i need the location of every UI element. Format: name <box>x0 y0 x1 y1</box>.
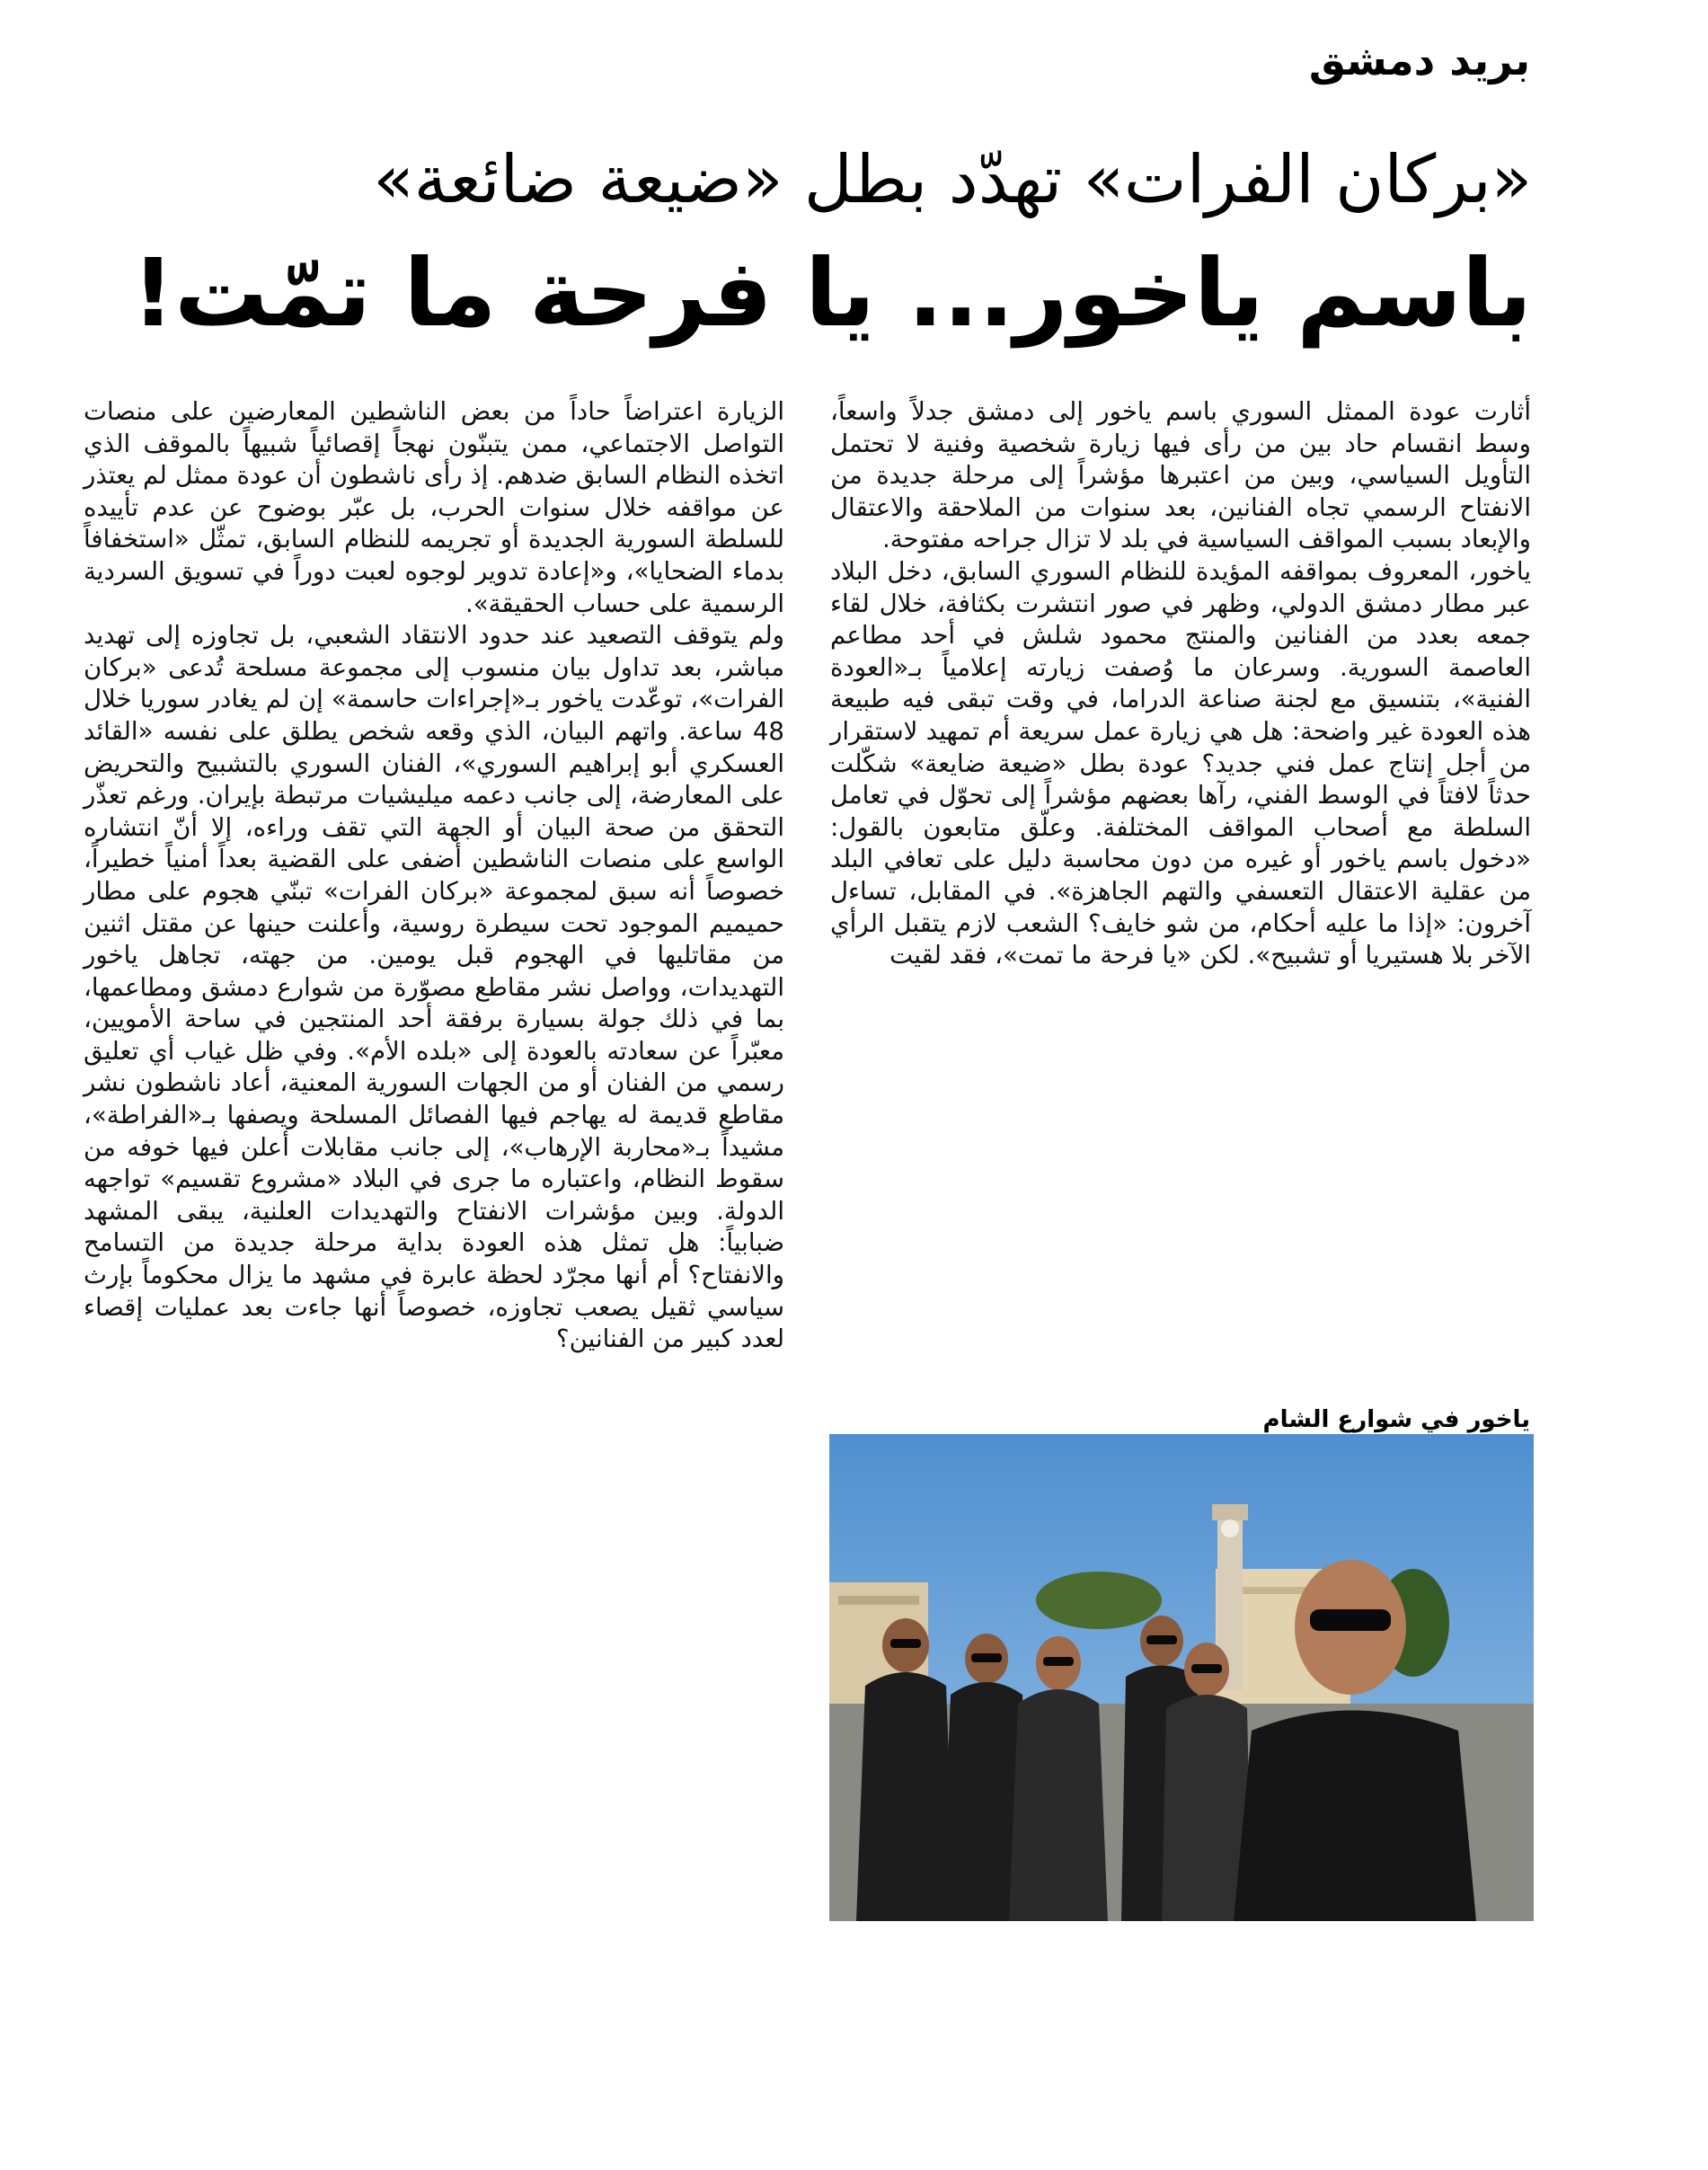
headline-block <box>131 135 1532 356</box>
section-label: بريد دمشق <box>1308 36 1530 84</box>
article-photo <box>829 1434 1534 1921</box>
headline: باسم ياخور... يا فرحة ما تمّت! <box>131 238 1532 348</box>
kicker: «بركان الفرات» تهدّد بطل «ضيعة ضائعة» <box>373 141 1532 218</box>
paragraph: أثارت عودة الممثل السوري باسم ياخور إلى دمشق جدلاً واسعاً، وسط انقسام حاد بين من رأى فيها زيارة شخصية وفنية لا تحتمل التأويل السياسي، وبين من اعتبرها مؤشراً إلى مرحلة جديدة من الانفتاح الرسمي تجاه الفنانين، بعد سنوات من الملاحقة والاعتقال والإبعاد بسبب المواقف السياسية في بلد لا تزال جراحه مفتوحة. <box>830 396 1531 554</box>
article-column-left <box>84 395 784 1355</box>
paragraph: الزيارة اعتراضاً حاداً من بعض الناشطين المعارضين على منصات التواصل الاجتماعي، ممن يتبنّون نهجاً إقصائياً شبيهاً بالموقف الذي اتخذه النظام السابق ضدهم. إذ رأى ناشطون أن عودة ممثل لم يعتذر عن مواقفه خلال سنوات الحرب، بل عبّر بوضوح عن عدم تأييده للسلطة السورية الجديدة أو تجريمه للنظام السابق، تمثّل «استخفافاً بدماء الضحايا»، و«إعادة تدوير لوجوه لعبت دوراً في تسويق السردية الرسمية على حساب الحقيقة». <box>84 396 784 618</box>
paragraph: ياخور، المعروف بمواقفه المؤيدة للنظام السوري السابق، دخل البلاد عبر مطار دمشق الدولي، وظهر في صور انتشرت بكثافة، خلال لقاء جمعه بعدد من الفنانين والمنتج محمود شلش في أحد مطاعم العاصمة السورية. وسرعان ما وُصفت زيارته إعلامياً بـ«العودة الفنية»، بتنسيق مع لجنة صناعة الدراما، في وقت تبقى فيه طبيعة هذه العودة غير واضحة: هل هي زيارة عمل سريعة أم تمهيد لاستقرار من أجل إنتاج عمل فني جديد؟ عودة بطل «ضيعة ضايعة» شكّلت حدثاً لافتاً في الوسط الفني، رآها بعضهم مؤشراً إلى تحوّل في تعامل السلطة مع أصحاب المواقف المختلفة. وعلّق متابعون بالقول: «دخول باسم ياخور أو غيره من دون محاسبة دليل على تعافي البلد من عقلية الاعتقال التعسفي والتهم الجاهزة». في المقابل، تساءل آخرون: «إذا ما عليه أحكام، من شو خايف؟ الشعب لازم يتقبل الرأي الآخر بلا هستيريا أو تشبيح». لكن «يا فرحة ما تمت»، فقد لقيت <box>830 555 1531 970</box>
photo-caption: ياخور في شوارع الشام <box>1262 1406 1530 1433</box>
article-column-right <box>830 395 1531 971</box>
paragraph: ولم يتوقف التصعيد عند حدود الانتقاد الشعبي، بل تجاوزه إلى تهديد مباشر، بعد تداول بيان منسوب إلى مجموعة مسلحة تُدعى «بركان الفرات»، توعّدت ياخور بـ«إجراءات حاسمة» إن لم يغادر سوريا خلال 48 ساعة. واتهم البيان، الذي وقعه شخص يطلق على نفسه «القائد العسكري أبو إبراهيم السوري»، الفنان السوري بالتشبيح والتحريض على المعارضة، إلى جانب دعمه ميليشيات مرتبطة بإيران. ورغم تعذّر التحقق من صحة البيان أو الجهة التي تقف وراءه، إلا أنّ انتشاره الواسع على منصات الناشطين أضفى على القضية بعداً أمنياً خطيراً، خصوصاً أنه سبق لمجموعة «بركان الفرات» تبنّي هجوم على مطار حميميم الموجود تحت سيطرة روسية، وأعلنت حينها عن مقتل اثنين من مقاتليها في الهجوم قبل يومين. من جهته، تجاهل ياخور التهديدات، وواصل نشر مقاطع مصوّرة من شوارع دمشق ومطاعمها، بما في ذلك جولة بسيارة برفقة أحد المنتجين في ساحة الأمويين، معبّراً عن سعادته بالعودة إلى «بلده الأم». وفي ظل غياب أي تعليق رسمي من الفنان أو من الجهات السورية المعنية، أعاد ناشطون نشر مقاطع قديمة له يهاجم فيها الفصائل المسلحة ويصفها بـ«الفراطة»، مشيداً بـ«محاربة الإرهاب»، إلى جانب مقابلات أعلن فيها خوفه من سقوط النظام، واعتباره ما جرى في البلاد «مشروع تقسيم» تواجهه الدولة. وبين مؤشرات الانفتاح والتهديدات العلنية، يبقى المشهد ضبابياً: هل تمثل هذه العودة بداية مرحلة جديدة من التسامح والانفتاح؟ أم أنها مجرّد لحظة عابرة في مشهد ما يزال محكوماً بإرث سياسي ثقيل يصعب تجاوزه، خصوصاً أنها جاءت بعد عمليات إقصاء لعدد كبير من الفنانين؟ <box>84 620 784 1354</box>
